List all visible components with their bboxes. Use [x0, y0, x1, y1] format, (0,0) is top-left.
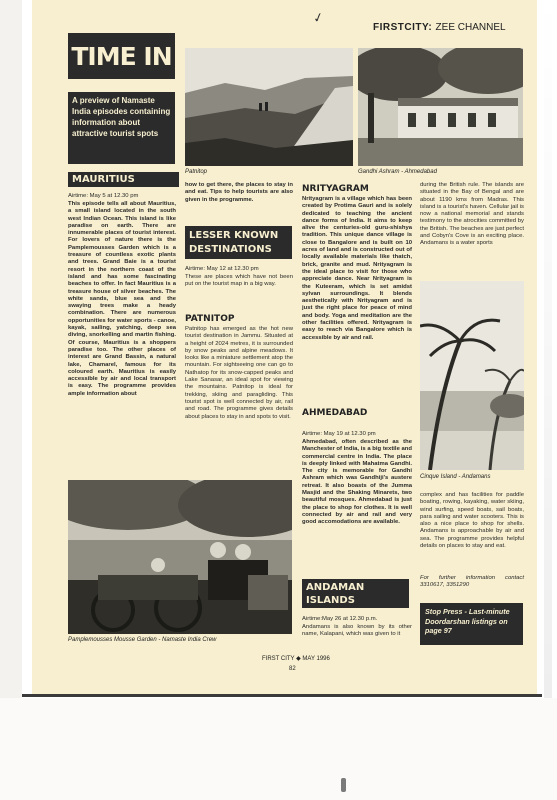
mauritius-heading: MAURITIUS [68, 172, 179, 187]
ahmedabad-airtime: Airtime: May 19 at 12.30 pm [302, 431, 376, 437]
andaman-text: Andamans is also known by its other name, Kalapani, which was given to it [302, 624, 412, 638]
patnitop-heading: PATNITOP [185, 314, 235, 324]
ahmedabad-text: Ahmedabad, often described as the Manchester of India, is a big textile and commercial centre in India. The place is deeply linked with Mahatma Gandhi. The city is memorable for Gandhi Ashram which was Gandhiji's austere retreat. It also boasts of the Jumma Masjid and the Shaking Minarets, two beautiful mosques. Ahmedabad is just the place to shop for clothes. It is well connected by air and rail and very good accomodations are available. [302, 439, 412, 526]
andaman-text-final: complex and has facilities for paddle boating, rowing, kayaking, water skiing, wind surfing, speed boats, sail boats, para sailing and water scooters. This is also a nice place to shop for shells. Andamans is approachable by air and sea. The programme provides helpful details on places to stay and eat. [420, 492, 524, 550]
page-number: 82 [289, 666, 296, 672]
masthead-title: TIME IN [68, 33, 175, 79]
contact-info: For further information contact 3310617, 3351290 [420, 575, 524, 589]
page-header [373, 22, 506, 33]
stop-press-box: Stop Press - Last-minute Doordarshan listings on page 97 [420, 603, 523, 645]
nrityagram-text: Nrityagram is a village which has been created by Protima Gauri and is solely dedicated to teaching the ancient dance forms of India. It aims to keep alive the centuries-old guru-shishya tradition. This unique dance village is close to Bangalore and is built on 10 acres of land and is constructed out of locally available materials like thatch, brick, granite and mud. Nrityagram is the ideal place to visit for those who appreciate dance. Near Nrityagram is the Kuteeram, which is set amidst sylvan surroundings. It blends aesthetically with Nrityagram and is just the right place for peace of mind and body. Yoga and meditation are the other facilities offered. Nrityagram is easy to reach via Bangalore which is accessible by air and rail. [302, 196, 412, 341]
patnitop-caption: Patnitop [185, 169, 208, 175]
andaman-airtime: Airtime:May 26 at 12.30 p.m. [302, 616, 378, 622]
mauritius-airtime: Airtime: May 5 at 12.30 pm [68, 193, 139, 199]
nrityagram-heading: NRITYAGRAM [302, 184, 369, 194]
scan-background [0, 698, 557, 800]
pamplemousses-photo [68, 480, 292, 634]
pen-mark-icon: ✓ [311, 8, 326, 27]
andaman-text-continued: during the British rule. The islands are situated in the Bay of Bengal and are about 1190 kms from Madras. This island is a tourist's haven. Cellular jail is now a national memorial and stands testimony to the atrocities committed by the British. The beaches are just perfect and Cobyn's Cove is an exciting place. Andamans is a water sports [420, 182, 525, 247]
header-section: ZEE CHANNEL [435, 22, 506, 33]
mauritius-text: This episode tells all about Mauritius, a small island located in the south west Indian Ocean. This island is like paradise on earth. There are innumerable places of tourist interest. For lovers of nature there is the Pamplemousses Garden which is a treasure of countless exotic plants and trees. Grand Baie is a tourist resort in the northern coast of the island and has some fascinating beaches to offer. In fact Mauritius is a treasure house of silver beaches. The white sands, blue sea and the swaying trees make a heady combination. There are numerous opportunities for water sports - canoe, kayak, sailing, yatching, deep sea diving, snorkelling and martin fishing. Of course, Mauritius is a shoppers paradise too. The other places of interest are Grand Bassin, a natural lake, Chamarel, famous for its coloured earth. Mauritius is easily accessible by air and local transport is easy. The programme provides ample information about [68, 201, 176, 397]
mauritius-continued-text: how to get there, the places to stay in and eat. Tips to help tourists are also given in the programme. [185, 182, 293, 203]
scan-edge [544, 0, 552, 700]
cinque-island-caption: Cinque Island - Andamans [420, 474, 491, 480]
gandhi-ashram-caption: Gandhi Ashram - Ahmedabad [358, 169, 437, 175]
andaman-heading: ANDAMAN ISLANDS [302, 579, 409, 608]
scan-margin [0, 0, 22, 800]
patnitop-photo [185, 48, 353, 166]
bottom-rule [22, 694, 542, 697]
lesser-known-airtime: Airtime: May 12 at 12.30 pm [185, 266, 259, 272]
footer-line: FIRST CITY ◆ MAY 1996 [262, 656, 330, 662]
ahmedabad-heading: AHMEDABAD [302, 408, 368, 418]
lesser-known-heading: LESSER KNOWN DESTINATIONS [185, 226, 292, 259]
pamplemousses-caption: Pamplemousses Mousse Garden - Namaste India Crew [68, 637, 217, 643]
patnitop-text: Patnitop has emerged as the hot new tourist destination in Jammu. Situated at a height of 2024 metres, it is surrounded by snow peaks and alpine meadows. It looks like a miniature settlement atop the mountain. For sightseeing one can go to Nathatop for its snow-capped peaks and Lake Sanasar, an ideal spot for viewing the mountains. Patnitop is ideal for trekking, skiing and paragliding. This tourist spot is well connected by air, rail and road. The programme gives details about places to stay in and spots to visit. [185, 326, 293, 420]
lesser-known-text: These are places which have not been put on the tourist map in a big way. [185, 274, 293, 288]
scan-artifact [341, 778, 346, 792]
masthead-preview: A preview of Namaste India episodes containing information about attractive tourist spots [68, 92, 175, 164]
gandhi-ashram-photo [358, 48, 523, 166]
cinque-island-photo [420, 281, 524, 470]
header-brand: FIRSTCITY: [373, 22, 433, 33]
